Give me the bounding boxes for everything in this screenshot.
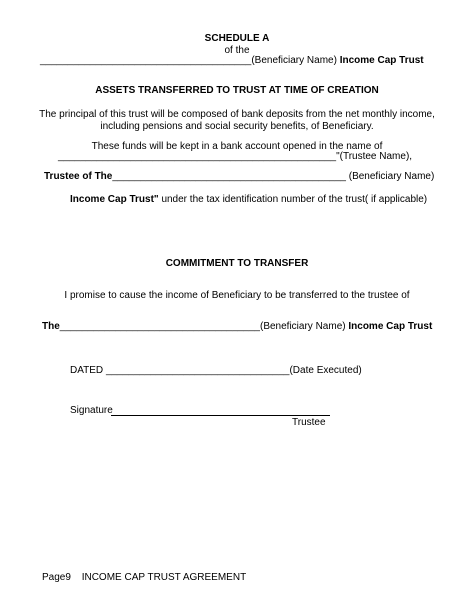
date-executed-label: (Date Executed) (289, 365, 362, 376)
footer (42, 572, 246, 584)
income-cap-trust-label: Income Cap Trust (339, 55, 424, 66)
signature-line[interactable] (111, 415, 330, 416)
commitment-heading: COMMITMENT TO TRANSFER (165, 258, 309, 269)
commitment-beneficiary-blank[interactable]: ____________________________________ (59, 321, 260, 332)
funds-text: These funds will be kept in a bank account opened in the name of (91, 141, 383, 152)
trustee-of-line (44, 171, 434, 183)
income-cap-trust-quoted: Income Cap Trust" (70, 194, 159, 205)
tax-id-line (70, 194, 427, 206)
beneficiary-name-label: (Beneficiary Name) (251, 55, 337, 66)
the-label: The (42, 321, 60, 332)
beneficiary-name-line (40, 55, 424, 67)
commitment-beneficiary-line (42, 321, 432, 333)
assets-paragraph-line-1: The principal of this trust will be composed of bank deposits from the net monthly income, (39, 109, 435, 120)
signature-label: Signature (70, 405, 113, 416)
assets-heading: ASSETS TRANSFERRED TO TRUST AT TIME OF CREATION (95, 85, 379, 96)
dated-label: DATED (70, 365, 104, 376)
page-number: Page9 (42, 572, 71, 583)
tax-id-text: under the tax identification number of the trust( if applicable) (161, 194, 428, 205)
trustee-name-blank[interactable]: __________________________________________________ (58, 151, 337, 162)
beneficiary-name-blank[interactable]: ______________________________________ (40, 55, 252, 66)
trustee-label: Trustee (292, 417, 326, 428)
schedule-title: SCHEDULE A (204, 33, 270, 44)
promise-text: I promise to cause the income of Beneficiary to be transferred to the trustee of (64, 290, 410, 301)
trustee-of-the-label: Trustee of The (44, 171, 113, 182)
commitment-beneficiary-label: (Beneficiary Name) (260, 321, 346, 332)
footer-doc-title: INCOME CAP TRUST AGREEMENT (81, 572, 247, 583)
of-the-text: of the (224, 45, 250, 56)
trustee-name-label: "(Trustee Name), (336, 151, 413, 162)
date-blank[interactable]: _________________________________ (105, 365, 290, 376)
trustee-of-blank[interactable]: __________________________________________ (112, 171, 346, 182)
trustee-beneficiary-label: (Beneficiary Name) (348, 171, 435, 182)
assets-paragraph-line-2: including pensions and social security benefits, of Beneficiary. (100, 121, 374, 132)
dated-line (70, 365, 362, 377)
trustee-name-line (58, 151, 412, 163)
commitment-trust-label: Income Cap Trust (348, 321, 433, 332)
